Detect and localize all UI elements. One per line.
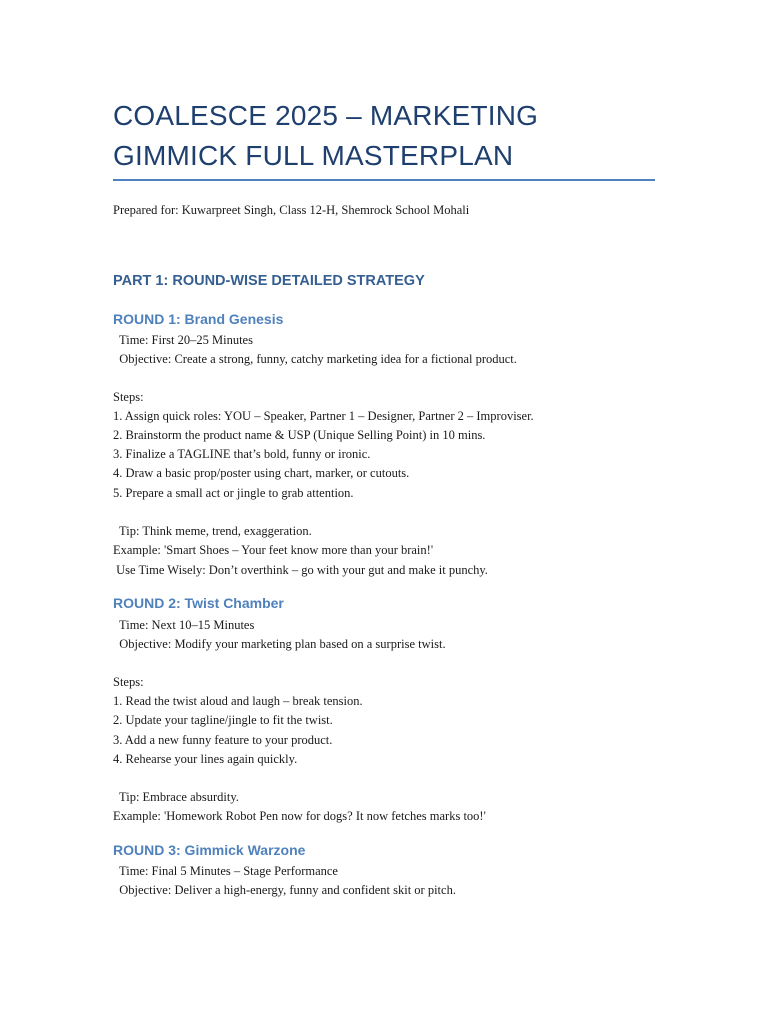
round-2-steps-label: Steps:	[113, 675, 144, 689]
title-line-1: COALESCE 2025 – MARKETING	[113, 100, 539, 131]
round-2-example: Example: 'Homework Robot Pen now for dogs? It now fetches marks too!'	[113, 809, 486, 823]
round-1-note: Use Time Wisely: Don’t overthink – go with your gut and make it punchy.	[113, 563, 488, 577]
round-1-steps-label: Steps:	[113, 390, 144, 404]
round-1-objective: Objective: Create a strong, funny, catchy marketing idea for a fictional product.	[113, 352, 517, 366]
round-1-step: 4. Draw a basic prop/poster using chart, marker, or cutouts.	[113, 466, 410, 480]
round-1-heading: ROUND 1: Brand Genesis	[113, 311, 284, 327]
round-2-step: 4. Rehearse your lines again quickly.	[113, 752, 298, 766]
round-1-step: 1. Assign quick roles: YOU – Speaker, Partner 1 – Designer, Partner 2 – Improviser.	[113, 409, 534, 423]
round-2-objective: Objective: Modify your marketing plan based on a surprise twist.	[113, 637, 446, 651]
round-3-time: Time: Final 5 Minutes – Stage Performance	[113, 864, 338, 878]
prepared-for-line: Prepared for: Kuwarpreet Singh, Class 12-H, Shemrock School Mohali	[113, 203, 470, 217]
round-3-objective: Objective: Deliver a high-energy, funny and confident skit or pitch.	[113, 883, 456, 897]
round-3-heading: ROUND 3: Gimmick Warzone	[113, 842, 306, 858]
round-1-step: 2. Brainstorm the product name & USP (Unique Selling Point) in 10 mins.	[113, 428, 486, 442]
part-1-heading: PART 1: ROUND-WISE DETAILED STRATEGY	[113, 273, 425, 289]
round-2-step: 3. Add a new funny feature to your product.	[113, 733, 333, 747]
round-1-time: Time: First 20–25 Minutes	[113, 333, 253, 347]
round-2-time: Time: Next 10–15 Minutes	[113, 618, 255, 632]
title-line-2: GIMMICK FULL MASTERPLAN	[113, 140, 514, 171]
document-title	[113, 96, 673, 176]
round-2-step: 1. Read the twist aloud and laugh – break tension.	[113, 694, 363, 708]
round-1-step: 5. Prepare a small act or jingle to grab attention.	[113, 486, 354, 500]
round-1-example: Example: 'Smart Shoes – Your feet know more than your brain!'	[113, 543, 434, 557]
round-2-tip: Tip: Embrace absurdity.	[113, 790, 239, 804]
round-2-heading: ROUND 2: Twist Chamber	[113, 595, 284, 611]
round-1-tip: Tip: Think meme, trend, exaggeration.	[113, 524, 312, 538]
round-2-step: 2. Update your tagline/jingle to fit the twist.	[113, 713, 333, 727]
round-1-step: 3. Finalize a TAGLINE that’s bold, funny or ironic.	[113, 447, 371, 461]
title-underline	[113, 179, 655, 181]
